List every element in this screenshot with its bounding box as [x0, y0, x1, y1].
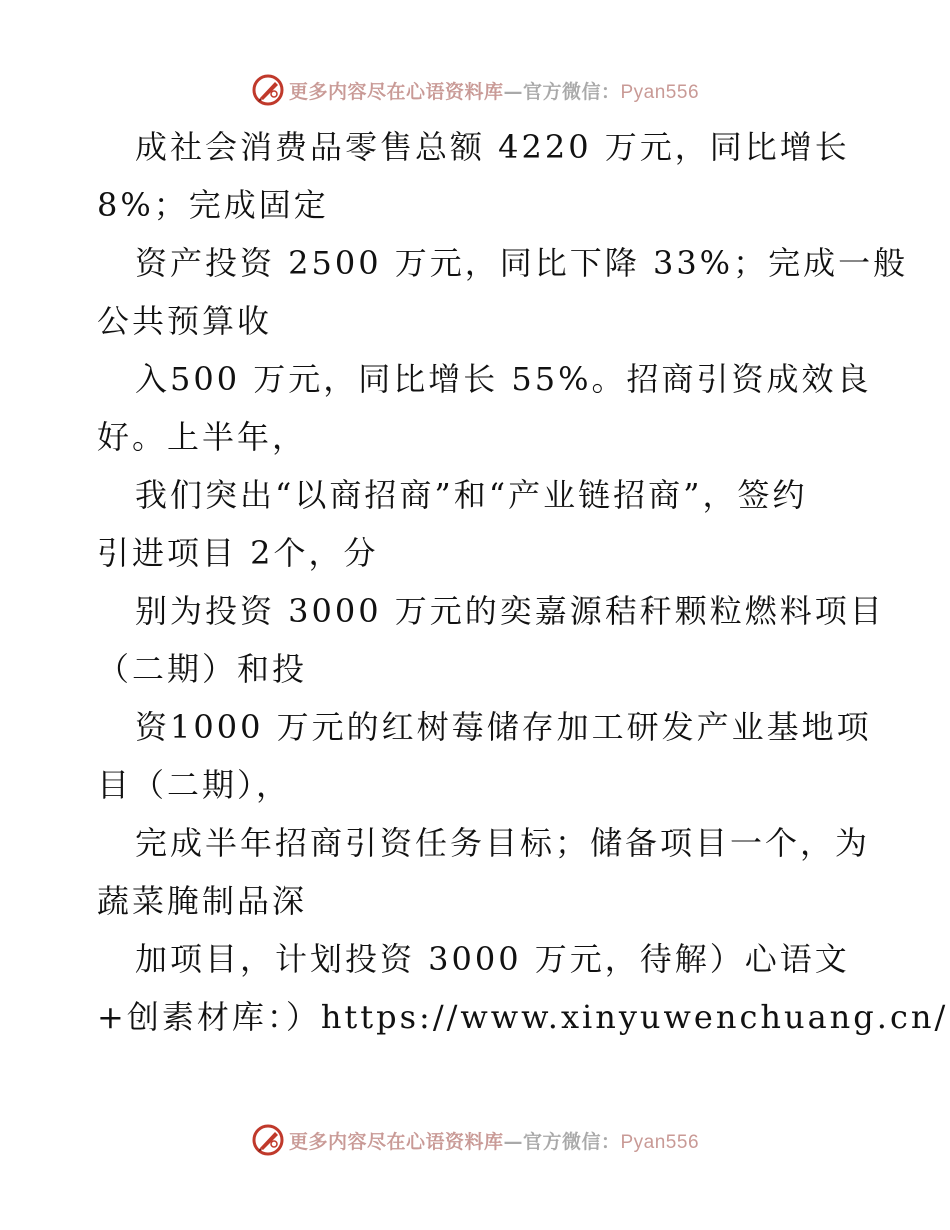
header-watermark-banner — [0, 70, 950, 110]
body-line: 引进项目 2个，分 — [97, 534, 379, 572]
body-line: 入500 万元，同比增长 55%。招商引资成效良 — [135, 360, 872, 398]
quill-logo-icon — [251, 73, 285, 107]
footer-banner-wechat-label: 官方微信： — [522, 1130, 621, 1153]
body-line: （二期）和投 — [97, 650, 308, 688]
body-line: 蔬菜腌制品深 — [97, 882, 308, 920]
body-line: 别为投资 3000 万元的奕嘉源秸秆颗粒燃料项目 — [135, 592, 885, 630]
header-banner-text — [289, 77, 699, 104]
footer-banner-wechat-id: Pyan556 — [620, 1131, 700, 1153]
body-line: 完成半年招商引资任务目标；储备项目一个，为 — [135, 824, 871, 862]
body-line-link: +创素材库：）https://www.xinyuwenchuang.cn/ — [97, 998, 949, 1036]
quill-logo-icon — [251, 1123, 285, 1157]
footer-watermark-banner — [0, 1120, 950, 1160]
body-line: 目（二期）， — [97, 766, 292, 804]
body-line: 加项目，计划投资 3000 万元，待解）心语文 — [135, 940, 850, 978]
body-line: 资产投资 2500 万元，同比下降 33%；完成一般 — [135, 244, 909, 282]
footer-banner-title: 更多内容尽在心语资料库 — [288, 1130, 504, 1153]
header-banner-wechat-label: 官方微信： — [522, 80, 621, 103]
body-line: 公共预算收 — [97, 302, 273, 340]
header-banner-wechat-id: Pyan556 — [620, 81, 700, 103]
header-banner-title: 更多内容尽在心语资料库 — [288, 80, 504, 103]
body-line: 成社会消费品零售总额 4220 万元，同比增长 — [135, 128, 850, 166]
document-body — [97, 118, 949, 1046]
body-line: 我们突出“以商招商”和“产业链招商”，签约 — [135, 476, 808, 514]
body-line: 好。上半年， — [97, 418, 308, 456]
body-line: 资1000 万元的红树莓储存加工研发产业基地项 — [135, 708, 872, 746]
footer-banner-dash: — — [503, 1130, 523, 1153]
body-line: 8%；完成固定 — [97, 186, 329, 224]
footer-banner-text — [289, 1127, 699, 1154]
header-banner-dash: — — [503, 80, 523, 103]
